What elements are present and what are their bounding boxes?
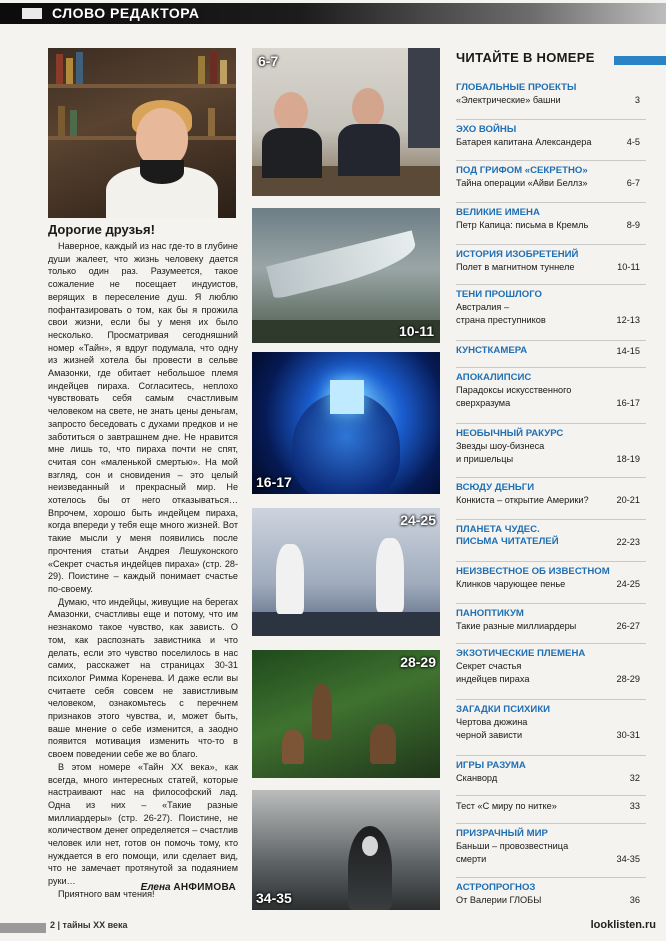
toc-article-title [456, 177, 606, 190]
toc-category: ПОД ГРИФОМ «СЕКРЕТНО» [456, 165, 588, 176]
signature-last-name: АНФИМОВА [173, 882, 236, 893]
toc-category: ВСЮДУ ДЕНЬГИ [456, 482, 535, 493]
toc-article-title-line: индейцев пираха [456, 673, 530, 684]
toc-entry [456, 648, 646, 685]
toc-page-number: 33 [629, 801, 640, 811]
toc-page-number: 16-17 [616, 397, 640, 408]
toc-category: ВЕЛИКИЕ ИМЕНА [456, 207, 540, 218]
toc-category: ЭКЗОТИЧЕСКИЕ ПЛЕМЕНА [456, 648, 586, 659]
toc-entry [456, 345, 646, 357]
toc-entry [456, 760, 646, 785]
toc-entry [456, 882, 646, 907]
editorial-paragraph: Приятного вам чтения! [58, 888, 155, 899]
section-header [0, 0, 666, 26]
toc-article-row [456, 384, 646, 409]
photo-banshee-ghost [252, 790, 440, 910]
ghost-face [362, 836, 378, 856]
site-watermark: looklisten.ru [590, 919, 656, 931]
toc-page-number: 30-31 [616, 729, 640, 740]
photo-page-label: 34-35 [256, 890, 292, 906]
toc-category: ПИСЬМА ЧИТАТЕЛЕЙ [456, 536, 559, 547]
editorial-column [48, 222, 238, 902]
book [56, 54, 63, 84]
photo-fencing [252, 508, 440, 636]
editor-portrait-photo [48, 48, 236, 218]
toc-category: ИСТОРИЯ ИЗОБРЕТЕНИЙ [456, 249, 579, 260]
toc-page-number: 20-21 [616, 495, 640, 505]
toc-article-title-line: Тест «С миру по нитке» [456, 801, 557, 811]
toc-entry [456, 428, 646, 465]
toc-divider [456, 477, 646, 478]
toc-article-title [456, 620, 606, 633]
toc-divider [456, 699, 646, 700]
toc-category: АПОКАЛИПСИС [456, 372, 532, 383]
book [220, 60, 227, 84]
toc-article-title [456, 772, 606, 785]
toc-category: ПЛАНЕТА ЧУДЕС. [456, 524, 540, 535]
toc-article-row [456, 136, 646, 149]
toc-article-title-line: Петр Капица: письма в Кремль [456, 220, 589, 230]
toc-article-title-line: Полет в магнитном туннеле [456, 262, 575, 272]
train-body [266, 230, 420, 299]
toc-entry [456, 608, 646, 633]
toc-article-row [456, 578, 646, 591]
photo-maglev-train [252, 208, 440, 343]
person-head [352, 88, 384, 128]
header-accent-block [22, 8, 42, 19]
toc-article-title-line: Австралия – [456, 302, 510, 312]
toc-category: ИГРЫ РАЗУМА [456, 760, 526, 771]
toc-article-title-line: Секрет счастья [456, 661, 522, 671]
toc-article-title-line: «Электрические» башни [456, 95, 561, 105]
toc-page-number: 12-13 [616, 314, 640, 325]
toc-page-number: 3 [634, 95, 640, 105]
toc-article-title [456, 660, 606, 685]
footer-page-number: 2 [50, 920, 56, 930]
toc-entry [456, 249, 646, 274]
bookshelf [48, 84, 236, 88]
toc-article-title-line: черной зависти [456, 729, 523, 740]
photo-page-label: 28-29 [400, 654, 436, 670]
editor-signature [48, 882, 236, 893]
toc-category: КУНСТКАМЕРА [456, 345, 528, 356]
photo-page-label: 6-7 [258, 53, 279, 69]
toc-article-title-line: Клинков чарующее пенье [456, 579, 566, 589]
book [76, 52, 83, 84]
toc-page-number: 32 [629, 773, 640, 783]
toc-entry [456, 372, 646, 409]
book [70, 110, 77, 136]
book [66, 58, 73, 84]
toc-article-title [456, 384, 606, 409]
editor-face [136, 108, 188, 168]
toc-entry [456, 704, 646, 741]
toc-divider [456, 119, 646, 120]
toc-category: ЭХО ВОЙНЫ [456, 124, 517, 135]
toc-page-number: 6-7 [626, 178, 640, 188]
person-head [274, 92, 308, 132]
toc-divider [456, 160, 646, 161]
toc-divider [456, 202, 646, 203]
toc-article-title [456, 894, 606, 907]
toc-divider [456, 423, 646, 424]
person-standing [408, 48, 440, 148]
toc-page-number: 4-5 [626, 137, 640, 147]
tribe-person [282, 730, 304, 764]
toc-article-title-line: Сканворд [456, 773, 498, 783]
toc-category: АСТРОПРОГНОЗ [456, 882, 536, 893]
toc-article-row [456, 261, 646, 274]
book [210, 52, 217, 84]
toc-category: НЕИЗВЕСТНОЕ ОБ ИЗВЕСТНОМ [456, 566, 610, 577]
toc-article-title-line: Звезды шоу-бизнеса [456, 441, 545, 451]
toc-article-row [456, 494, 646, 507]
toc-page-number: 36 [629, 895, 640, 905]
toc-article-title [456, 219, 606, 232]
toc-entry [456, 566, 646, 591]
toc-page-number: 10-11 [617, 262, 640, 272]
toc-heading-bar [614, 56, 666, 65]
toc-divider [456, 367, 646, 368]
toc-page-number: 18-19 [616, 453, 640, 464]
toc-article-title [456, 94, 606, 107]
toc-article-title [456, 494, 606, 507]
section-title: СЛОВО РЕДАКТОРА [52, 5, 200, 21]
toc-article-row [456, 440, 646, 465]
editorial-paragraph: Наверное, каждый из нас где-то в глубине души жалеет, что жизнь человеку дается только один раз. Разумеется, такое сожаление не посещает индуистов, верящих в переселение душ. Я люблю пофантазировать о том, как бы я прожила свои жизни, если бы у меня их было несколько. Просматривая сегодняшний номер «Тайн», я вдруг подумала, что одну из жизней хотела бы провести в сельве Амазонки, где обитает небольшое племя индейцев пираха. Согласитесь, неплохо чувствовать себя самым счастливым человеком на свете, не знать цены деньгам, запросто беседовать с духами предков и не заботиться о завтрашнем дне. Не нравится мне лишь то, что пираха почти не спят, считая сон «маленькой смертью». На мой взгляд, сон и сновидения – это целый неизведанный и прекрасный мир. Не хотелось бы от него отказываться… Впрочем, хорошо быть индейцем пираха, когда впереди у тебя еще много жизней. Вот такие мысли у меня появились после прочтения статьи Андрея Лешуконского «Секрет счастья индейцев пираха» (стр. 28-29). Поистине – каждый понимает счастье по-своему. [48, 241, 238, 594]
fencing-floor [252, 612, 440, 636]
chip-glow [330, 380, 364, 414]
toc-entry [456, 82, 646, 107]
page-footer [0, 917, 666, 941]
book [208, 108, 215, 136]
toc-article-row [456, 620, 646, 633]
toc-category: ПАНОПТИКУМ [456, 608, 524, 619]
toc-article-title [456, 261, 606, 274]
photo-ai-head [252, 352, 440, 494]
toc-article-title [456, 440, 606, 465]
footer-bar [0, 923, 46, 933]
toc-divider [456, 643, 646, 644]
toc-article-title-line: сверхразума [456, 397, 511, 408]
toc-divider [456, 877, 646, 878]
toc-category: НЕОБЫЧНЫЙ РАКУРС [456, 428, 564, 439]
toc-category: ЗАГАДКИ ПСИХИКИ [456, 704, 551, 715]
toc-article-title-line: Батарея капитана Александера [456, 137, 592, 147]
toc-entry [456, 524, 646, 548]
toc-page-number: 22-23 [616, 536, 640, 547]
footer-page-info: 2 | тайны XX века [50, 920, 128, 930]
toc-article-title-line: Баньши – провозвестница [456, 841, 569, 851]
toc-entry [456, 800, 646, 813]
toc-article-title-line: Тайна операции «Айви Беллз» [456, 178, 588, 188]
toc-article-row [456, 219, 646, 232]
toc-category: ТЕНИ ПРОШЛОГО [456, 289, 542, 300]
toc-page-number: 34-35 [616, 853, 640, 864]
toc-article-title-line: Парадоксы искусственного [456, 385, 572, 395]
photo-page-label: 10-11 [398, 323, 434, 339]
tribe-person [312, 684, 332, 740]
editorial-paragraph: Думаю, что индейцы, живущие на берегах Амазонки, счастливы еще и потому, что им незнакомо такое чувство, как зависть. О том, как распознать завистника и что делать, если это чувство поселилось в нас самих, расскажет на страницах 30-31 психолог Римма Коренева. И даже если вы считаете себя совсем не завистливым человеком, ознакомьтесь с перечнем признаков этого чувства, и, может быть, ваше мнение о себе изменится, а заодно появится мотивация изменить что-то в своем поведении себе же во благо. [48, 596, 238, 760]
toc-entry [456, 124, 646, 149]
tribe-person [370, 724, 396, 764]
toc-page-number: 8-9 [626, 220, 640, 230]
toc-divider [456, 795, 646, 796]
toc-heading: ЧИТАЙТЕ В НОМЕРЕ [456, 50, 595, 65]
person-suit [338, 124, 400, 176]
toc-divider [456, 561, 646, 562]
toc-category: ГЛОБАЛЬНЫЕ ПРОЕКТЫ [456, 82, 577, 93]
toc-divider [456, 519, 646, 520]
toc-article-title [456, 840, 606, 865]
toc-divider [456, 244, 646, 245]
editor-collar [140, 160, 184, 184]
toc-entry [456, 482, 646, 507]
signature-first-name: Елена [140, 882, 174, 893]
toc-entry [456, 828, 646, 865]
toc-article-row [456, 716, 646, 741]
toc-article-row [456, 840, 646, 865]
toc-article-row [456, 894, 646, 907]
toc-article-row [456, 94, 646, 107]
toc-entry [456, 207, 646, 232]
toc-article-title-line: Конкиста – открытие Америки? [456, 495, 589, 505]
footer-magazine-name: тайны XX века [62, 920, 128, 930]
toc-article-title-line: Такие разные миллиардеры [456, 621, 577, 631]
toc-article-row [456, 301, 646, 326]
toc-page-number: 26-27 [616, 621, 640, 631]
editorial-greeting: Дорогие друзья! [48, 222, 155, 237]
toc-entry [456, 289, 646, 326]
toc-page-number: 14-15 [616, 345, 640, 356]
toc-article-title-line: и пришельцы [456, 453, 514, 464]
toc-category: ПРИЗРАЧНЫЙ МИР [456, 828, 548, 839]
toc-article-title-line: Чертова дюжина [456, 717, 528, 727]
toc-article-title [456, 301, 606, 326]
toc-divider [456, 284, 646, 285]
toc-article-title [456, 800, 606, 813]
fencer-right [376, 538, 404, 612]
toc-article-title [456, 578, 606, 591]
toc-divider [456, 603, 646, 604]
toc-page-number: 28-29 [616, 673, 640, 684]
toc-article-title-line: смерти [456, 853, 487, 864]
book [198, 56, 205, 84]
editorial-paragraph: В этом номере «Тайн XX века», как всегда, много интересных статей, которые настраивают нас на философский лад. Одна из них – «Такие разные миллиардеры» (стр. 26-27). Поистине, не количеством денег определяется – счастлив человек или нет, готов он помочь тому, кто нуждается в его помощи, или сделает вид, что не замечает протянутой за подаянием руки… [48, 761, 238, 887]
toc-article-row [456, 177, 646, 190]
toc-divider [456, 755, 646, 756]
toc-article-row [456, 800, 646, 813]
toc-page-number: 24-25 [616, 579, 640, 589]
toc-article-title [456, 716, 606, 741]
toc-divider [456, 823, 646, 824]
toc-article-title [456, 136, 606, 149]
toc-entry [456, 165, 646, 190]
photo-summit-signing [252, 48, 440, 196]
fencer-left [276, 544, 304, 614]
toc-article-title-line: От Валерии ГЛОБЫ [456, 895, 542, 905]
photo-page-label: 24-25 [400, 512, 436, 528]
toc-article-row [456, 772, 646, 785]
person-suit [262, 128, 322, 178]
photo-page-label: 16-17 [256, 474, 292, 490]
toc-divider [456, 340, 646, 341]
photo-amazon-tribe [252, 650, 440, 778]
book [58, 106, 65, 136]
toc-article-title-line: страна преступников [456, 314, 546, 325]
toc-article-row [456, 660, 646, 685]
